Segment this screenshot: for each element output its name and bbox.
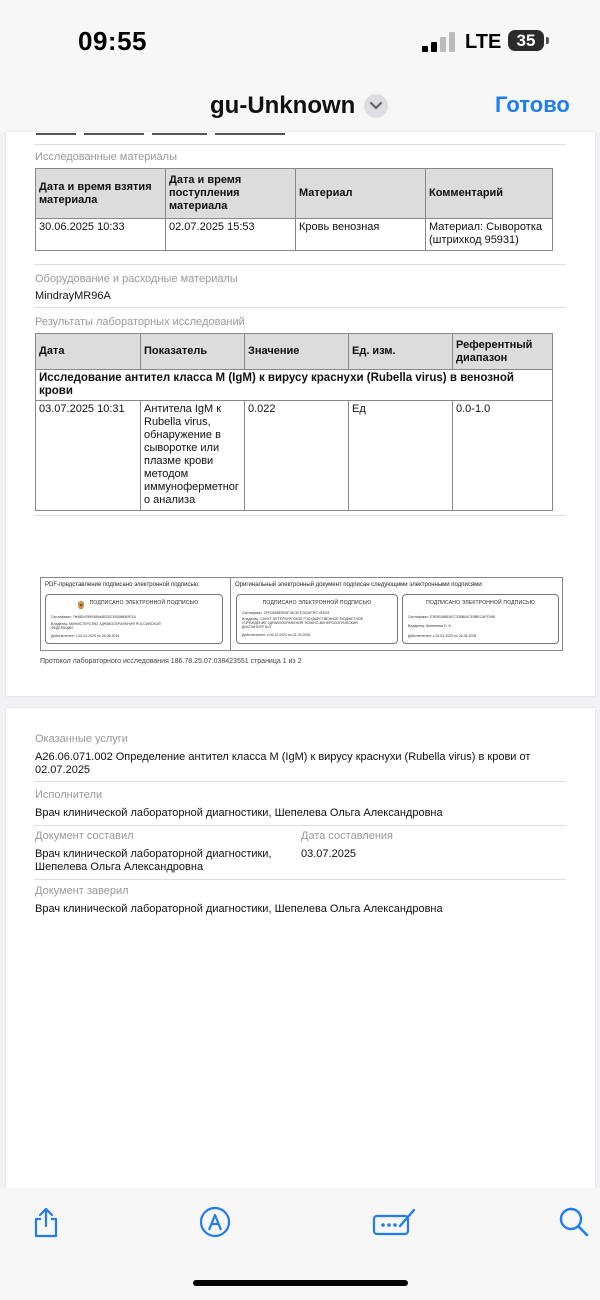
indicator-line: иммуноферметног	[144, 481, 239, 493]
table-cell: 0.0-1.0	[453, 401, 553, 511]
signature-left-header: PDF-представление подписано электронной подписью:	[45, 582, 200, 588]
table-header: Показатель	[141, 334, 245, 370]
signature-stamp	[236, 594, 398, 644]
truncated-text-line	[36, 132, 346, 136]
divider	[34, 781, 566, 782]
table-cell: Материал: Сыворотка (штрихкод 95931)	[426, 219, 553, 251]
date-value: 03.07.2025	[301, 848, 357, 860]
bottom-toolbar	[0, 1188, 600, 1300]
signature-stamp	[45, 594, 223, 644]
table-header: Референтный диапазон	[453, 334, 553, 370]
battery-icon: 35	[508, 30, 544, 51]
indicator-cell	[141, 401, 245, 511]
table-cell: 03.07.2025 10:31	[36, 401, 141, 511]
stamp-line: Действителен: с 02.04.2025 по 26.06.2026	[51, 634, 120, 638]
share-icon[interactable]	[30, 1206, 62, 1238]
home-indicator	[193, 1280, 408, 1286]
signature-icon[interactable]	[372, 1206, 418, 1238]
indicator-line: сыворотке или	[144, 442, 220, 454]
table-header: Дата и время поступления материала	[166, 169, 296, 219]
services-label: Оказанные услуги	[35, 733, 128, 745]
performers-value: Врач клинической лабораторной диагностики, Шепелева Ольга Александровна	[35, 807, 443, 819]
indicator-line: обнаружение в	[144, 429, 221, 441]
composed-label: Документ составил	[35, 830, 134, 842]
group-title: Исследование антител класса M (IgM) к вирусу краснухи (Rubella virus) в венозной крови	[36, 370, 553, 401]
stamp-line: Сертификат: 2FFD4B8E5FAF18C87F292AF3FC4F8C8	[242, 611, 330, 615]
table-cell: 30.06.2025 10:33	[36, 219, 166, 251]
table-header: Комментарий	[426, 169, 553, 219]
signature-block	[40, 577, 563, 651]
stamp-line: УЧРЕЖДЕНИЕ ЗДРАВООХРАНЕНИЯ "КОЖНО-ВЕНЕРОЛОГИЧЕСКИЙ	[242, 621, 358, 625]
indicator-line: о анализа	[144, 494, 196, 506]
results-table	[35, 333, 553, 511]
document-page-1	[6, 132, 595, 696]
search-icon[interactable]	[558, 1206, 590, 1238]
materials-section-label: Исследованные материалы	[35, 151, 177, 163]
stamp-line: Сертификат: E3E9E4B8D4FC339B04CE5BECAFE398	[408, 615, 495, 619]
certified-label: Документ заверил	[35, 885, 129, 897]
clock: 09:55	[78, 26, 147, 56]
indicator-line: Антитела IgM к	[144, 403, 222, 415]
document-title[interactable]: gu-Unknown	[210, 92, 356, 119]
stamp-line: Владелец: Шепелева О. А.	[408, 624, 452, 628]
indicator-line: методом	[144, 468, 189, 480]
certified-value: Врач клинической лабораторной диагностики, Шепелева Ольга Александровна	[35, 903, 443, 915]
indicator-line: плазме крови	[144, 455, 214, 467]
table-cell: 0.022	[245, 401, 349, 511]
table-header: Ед. изм.	[349, 334, 453, 370]
table-header: Дата и время взятия материала	[36, 169, 166, 219]
table-cell: Ед	[349, 401, 453, 511]
stamp-line: ФЕДЕРАЦИИ	[51, 626, 73, 630]
table-header: Значение	[245, 334, 349, 370]
stamp-line: Действителен: с 06.12.2024 по 01.03.2026	[242, 633, 311, 637]
services-line: A26.06.071.002 Определение антител класса M (IgM) к вирусу краснухи (Rubella virus) в крови от	[35, 751, 531, 763]
table-cell: 02.07.2025 15:53	[166, 219, 296, 251]
performers-label: Исполнители	[35, 789, 103, 801]
table-cell: Кровь венозная	[296, 219, 426, 251]
composed-line: Врач клинической лабораторной диагностики,	[35, 848, 272, 860]
divider	[34, 144, 566, 145]
signature-stamp	[402, 594, 559, 644]
materials-table	[35, 168, 553, 251]
divider	[34, 307, 566, 308]
stamp-line: Владелец: МИНИСТЕРСТВО ЗДРАВООХРАНЕНИЯ РОССИЙСКОЙ	[51, 622, 161, 626]
network-type: LTE	[465, 31, 502, 53]
divider	[34, 515, 566, 516]
stamp-title: ПОДПИСАНО ЭЛЕКТРОННОЙ ПОДПИСЬЮ	[426, 600, 535, 606]
status-bar	[0, 0, 600, 80]
stamp-line: Владелец: САНКТ-ПЕТЕРБУРГСКОЕ ГОСУДАРСТВЕННОЕ БЮДЖЕТНОЕ	[242, 617, 364, 621]
stamp-title: ПОДПИСАНО ЭЛЕКТРОННОЙ ПОДПИСЬЮ	[89, 600, 199, 606]
table-header: Дата	[36, 334, 141, 370]
equipment-value: MindrayMR96A	[35, 290, 111, 302]
done-button[interactable]: Готово	[495, 92, 570, 117]
signature-right-header: Оригинальный электронный документ подписан следующими электронными подписями:	[235, 582, 484, 588]
date-label: Дата составления	[301, 830, 393, 842]
table-row	[36, 401, 553, 511]
services-line: 02.07.2025	[35, 764, 91, 776]
markup-icon[interactable]	[199, 1206, 231, 1238]
divider	[34, 264, 566, 265]
stamp-title: ПОДПИСАНО ЭЛЕКТРОННОЙ ПОДПИСЬЮ	[262, 600, 372, 606]
stamp-line: Действителен: с 26.03.2025 по 26.06.2026	[408, 634, 477, 638]
document-page-2	[6, 708, 595, 1188]
chevron-down-icon[interactable]	[364, 94, 388, 118]
composed-line: Шепелева Ольга Александровна	[35, 861, 204, 873]
cellular-signal-icon	[422, 32, 456, 52]
indicator-line: Rubella virus,	[144, 416, 211, 428]
divider	[34, 825, 566, 826]
battery-tip	[546, 37, 549, 44]
divider	[34, 879, 566, 880]
table-header: Материал	[296, 169, 426, 219]
stamp-line: Сертификат: 7fe882d7890489a8833474526f6f5f2E1A	[51, 615, 136, 619]
protocol-note: Протокол лабораторного исследования 186.78.25.07.038423551 страница 1 из 2	[40, 658, 302, 665]
navigation-bar	[0, 80, 600, 132]
equipment-label: Оборудование и расходные материалы	[35, 273, 238, 285]
results-section-label: Результаты лабораторных исследований	[35, 316, 245, 328]
stamp-line: ДИСПАНСЕР №3"	[242, 625, 272, 629]
table-row	[36, 219, 553, 251]
